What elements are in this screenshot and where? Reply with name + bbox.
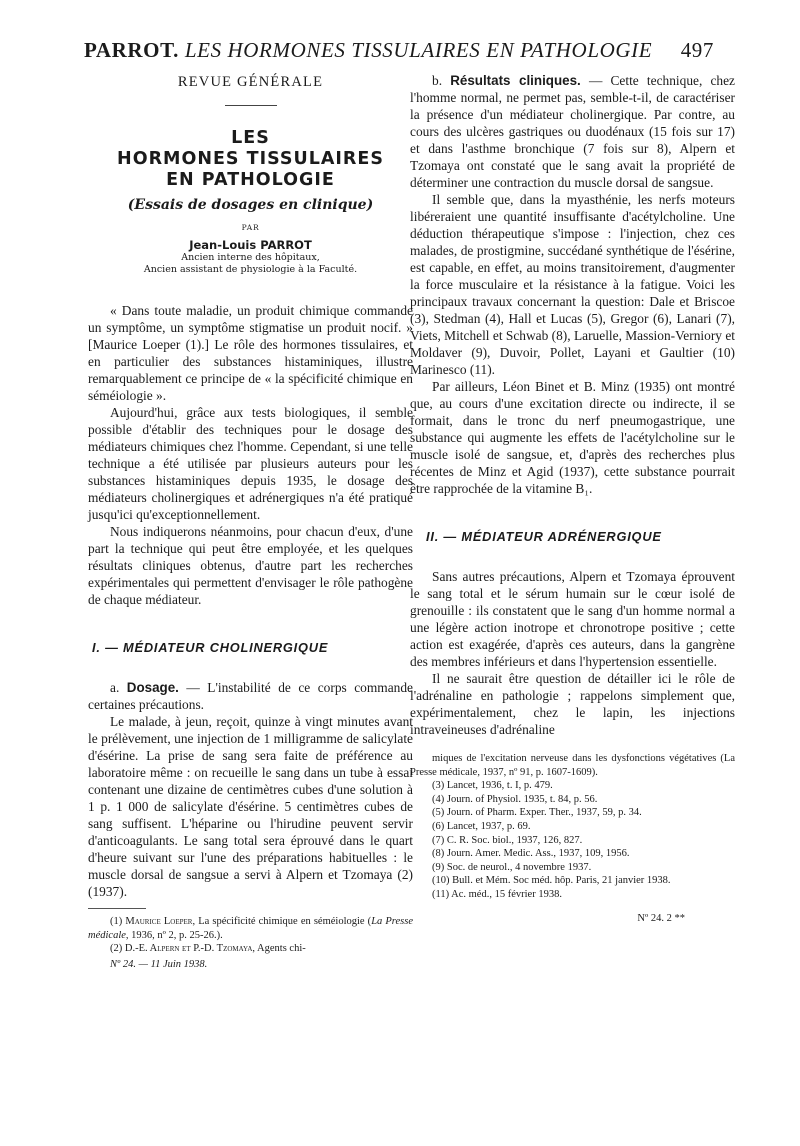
author-credential-1: Ancien interne des hôpitaux, [181,252,320,263]
footnote-1-tail: , 1936, nº 2, p. 25-26.). [125,929,223,941]
title-divider [225,105,277,106]
dosage-text: — L'instabilité de ce corps commande certaines précautions. [88,680,413,712]
author-credential-2: Ancien assistant de physiologie à la Faculté. [143,264,358,275]
right-column [410,72,735,927]
footnote-1-author: Maurice Loeper [125,916,193,927]
footnote-divider [88,908,146,909]
author-name: Jean-Louis PARROT [189,238,312,252]
dosage-title: Dosage. [126,680,179,695]
footnote-2-authors: D.-E. Alpern et P.-D. Tzomaya [124,943,253,955]
page-number: 497 [680,38,714,62]
running-head-author: PARROT. [84,38,179,62]
article-subtitle: (Essais de dosages en clinique) [127,197,374,213]
footnote-7: (7) C. R. Soc. biol., 1937, 126, 827. [432,834,583,846]
left-column [88,72,413,973]
section-heading-cholinergique: I. — MÉDIATEUR CHOLINERGIQUE [92,640,329,655]
results-text: — Cette technique, chez l'homme normal, ne permet pas, semble-t-il, de caractériser la présence d'un médiateur cholinergique. Par contre, au cours des ulcères gastriques ou duodénaux (15 fois sur 17) et dans l'asthme bronchique (7 fois sur 8), Alpern et Tzomaya ont constaté que le sang avait la propriété de déterminer une contraction du muscle dorsal de sangsue. [410,73,735,190]
footnote-8: (8) Journ. Amer. Medic. Ass., 1937, 109, 1956. [432,848,630,860]
running-head-title: LES HORMONES TISSULAIRES EN PATHOLOGIE [184,38,653,62]
section-label: REVUE GÉNÉRALE [177,74,324,90]
intro-paragraph: « Dans toute maladie, un produit chimique commande un symptôme, un symptôme stigmatise un produit nocif. » [Maurice Loeper (1).] Le rôle des hormones tissulaires, et en particulier des substances histaminiques, illustre remarquablement ce principe de « la spécificité chimique en séméiologie ». [88,303,413,403]
footnote-11: (11) Ac. méd., 15 février 1938. [432,888,562,900]
article-title [88,128,413,191]
byline-par: PAR [241,223,260,232]
issue-mark: Nº 24. 2 ** [637,912,685,924]
results-title: Résultats cliniques. [450,73,581,88]
footnote-2-continuation: miques de l'excitation nerveuse dans les dysfonctions végétatives (La Presse médicale, 1937, nº 91, p. 1607-1609). [410,753,735,778]
paragraph-adrenaline: Il ne saurait être question de détailler ici le rôle de l'adrénaline en pathologie ; rappelons simplement que, expérimentalement, chez le lapin, les injections intraveineuses d'adrénaline [410,671,735,737]
paragraph-protocol: Le malade, à jeun, reçoit, quinze à vingt minutes avant le prélèvement, une injection de 1 milligramme de salicylate d'ésérine. La prise de sang sera faite de préférence au laboratoire même : on recueille le sang dans un tube à essai contenant une dizaine de centimètres cubes d'une solution à 1 p. 1 000 de salicylate d'ésérine. 5 centimètres cubes de sang suffisent. L'héparine ou l'hirudine peuvent servir d'anticoagulants. Le sang total sera éprouvé dans le quart d'heure suivant sur l'une des préparations habituelles : le muscle dorsal de sangsue a servi à Alpern et Tzomaya (2) (1937). [88,714,413,899]
results-label: b. [432,73,451,88]
paragraph-myasthenie: Il semble que, dans la myasthénie, les nerfs moteurs libéreraient une quantité insuffisante d'acétylcholine. Une déduction thérapeutique s'impose : l'injection, chez ces malades, de prostigmine, succédané synthétique de l'ésérine, est capable, en effet, au moins transitoirement, d'augmenter la force musculaire et la résistance à la fatigue. Voici les principaux travaux concernant la question: Dale et Briscoe (3), Stedman (4), Hall et Lucas (5), Gregor (6), Lanari (7), Viets, Mitchell et Schwab (8), Laruelle, Massion-Verniory et Moldaver (9), Duvoir, Pollet, Layani et Gaultier (10) Marinesco (11). [410,192,735,377]
paragraph-binet-minz: Par ailleurs, Léon Binet et B. Minz (1935) ont montré que, au cours d'une excitation directe ou indirecte, il se formait, dans le tronc du nerf pneumogastrique, une substance qui augmente les effets de l'acétylcholine sur le muscle isolé de sangsue, et, d'après des recherches plus récentes de Minz et Agid (1937), cette substance pourrait être rapprochée de la vitamine B₁. [410,379,735,496]
title-line-2: HORMONES TISSULAIRES [117,149,384,169]
footnote-6: (6) Lancet, 1937, p. 69. [432,820,531,832]
footnote-1-journal: La Presse médicale [88,916,413,941]
title-line-3: EN PATHOLOGIE [166,170,335,190]
section-heading-adrenergique: II. — MÉDIATEUR ADRÉNERGIQUE [426,529,662,544]
paragraph-plan: Nous indiquerons néanmoins, pour chacun d'eux, d'une part la technique qui peut être employée, et les quelques résultats cliniques obtenus, d'autre part les recherches expérimentales qui permettent d'envisager le rôle pathogène de chaque médiateur. [88,524,413,607]
footnote-5: (5) Journ. of Pharm. Exper. Ther., 1937, 59, p. 34. [432,807,642,819]
footnote-1-text: , La spécificité chimique en séméiologie ( [192,916,372,927]
title-line-1: LES [231,128,270,148]
footnote-2-text: , Agents chi- [252,943,306,955]
running-head [84,38,714,68]
footnote-4: (4) Journ. of Physiol. 1935, t. 84, p. 56. [432,793,598,805]
footnote-10: (10) Bull. et Mém. Soc méd. hôp. Paris, 21 janvier 1938. [432,875,671,887]
paragraph-tests: Aujourd'hui, grâce aux tests biologiques, il semble possible d'établir des techniques pour le dosage des médiateurs chimiques chez l'homme. Cependant, si une telle technique a été utilisée par plusieurs auteurs pour les substances histaminiques depuis 1935, le dosage des médiateurs cholinergiques et adrénergiques n'a été pratiqué jusqu'ici qu'exceptionnellement. [88,405,413,522]
issue-date: Nº 24. — 11 Juin 1938. [110,958,208,970]
footnote-1 [88,915,413,942]
paragraph-grenouille: Sans autres précautions, Alpern et Tzomaya éprouvent le sang total et le sérum humain sur le cœur isolé de grenouille : ils constatent que le sang d'un homme normal a une légère action inotrope et chronotrope positive ; cette action est exagérée, d'après ces auteurs, dans la gangrène des membres inférieurs et dans l'hypertension essentielle. [410,569,735,669]
footnote-2-number: (2) [110,943,125,955]
results-paragraph [410,72,735,191]
footnote-1-number: (1) [110,916,126,927]
dosage-paragraph [88,679,413,713]
footnote-gap [410,738,735,752]
footnote-9: (9) Soc. de neurol., 4 novembre 1937. [432,861,592,873]
footnote-3: (3) Lancet, 1936, t. I, p. 479. [432,780,553,792]
footnote-2 [88,942,413,956]
dosage-label: a. [110,680,127,695]
